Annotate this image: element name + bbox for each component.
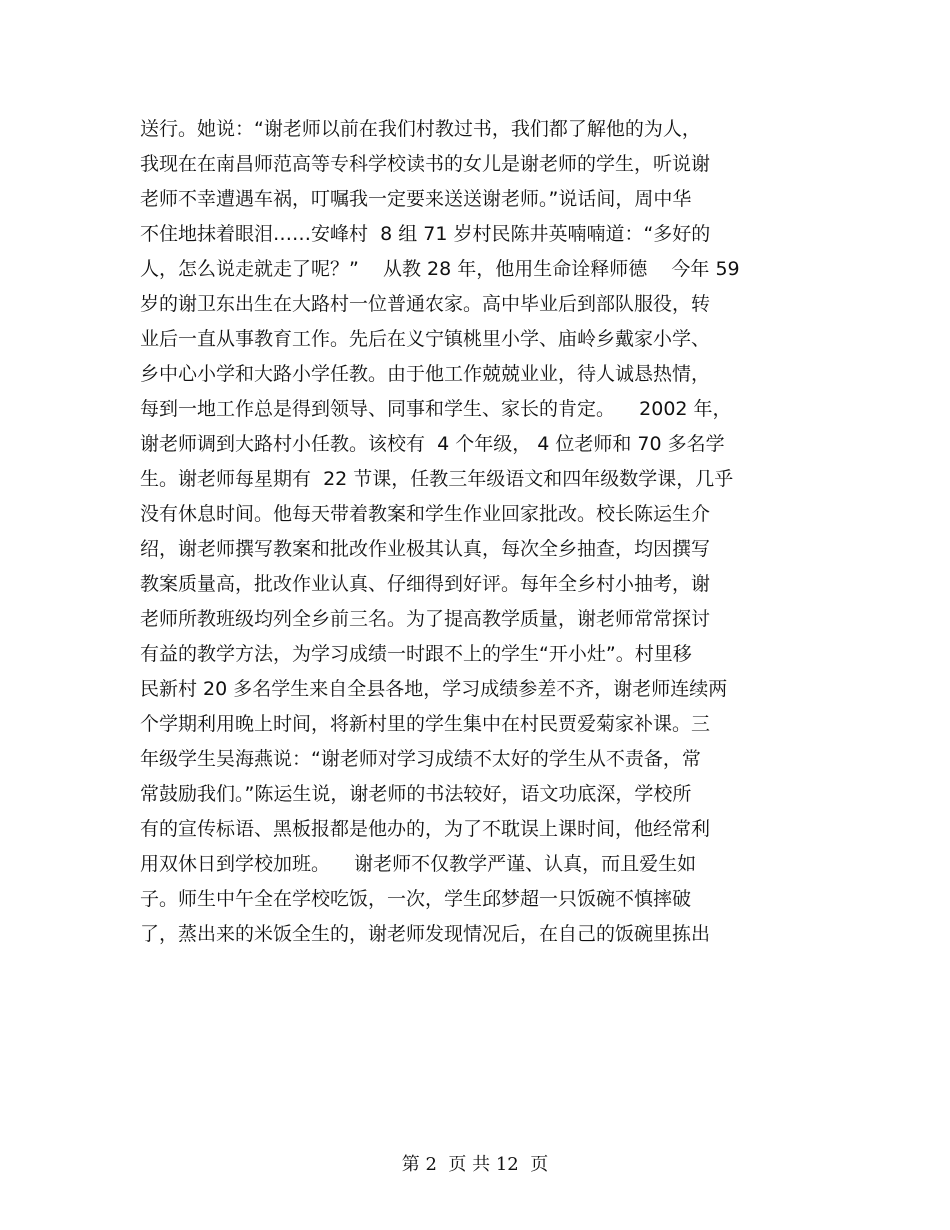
text-line: 生。谢老师每星期有 22 节课，任教三年级语文和四年级数学课，几乎 xyxy=(140,468,734,490)
text-line: 谢老师调到大路村小任教。该校有 4 个年级， 4 位老师和 70 多名学 xyxy=(140,433,725,455)
text-line: 我现在在南昌师范高等专科学校读书的女儿是谢老师的学生，听说谢 xyxy=(140,153,711,175)
text-line: 有的宣传标语、黑板报都是他办的，为了不耽误上课时间，他经常利 xyxy=(140,818,711,840)
text-line: 乡中心小学和大路小学任教。由于他工作兢兢业业，待人诚恳热情， xyxy=(140,363,711,385)
text-line: 用双休日到学校加班。 谢老师不仅教学严谨、认真，而且爱生如 xyxy=(140,853,697,875)
text-line: 人，怎么说走就走了呢？” 从教 28 年，他用生命诠释师德 今年 59 xyxy=(140,258,740,280)
text-line: 常鼓励我们。”陈运生说，谢老师的书法较好，语文功底深，学校所 xyxy=(140,783,692,805)
text-line: 有益的教学方法，为学习成绩一时跟不上的学生“开小灶”。村里移 xyxy=(140,643,692,665)
text-line: 岁的谢卫东出生在大路村一位普通农家。高中毕业后到部队服役，转 xyxy=(140,293,711,315)
text-line: 老师不幸遭遇车祸，叮嘱我一定要来送送谢老师。”说话间，周中华 xyxy=(140,188,692,210)
text-line: 年级学生吴海燕说：“谢老师对学习成绩不太好的学生从不责备，常 xyxy=(140,748,701,770)
text-line: 业后一直从事教育工作。先后在义宁镇桃里小学、庙岭乡戴家小学、 xyxy=(140,328,711,350)
text-line: 子。师生中午全在学校吃饭，一次，学生邱梦超一只饭碗不慎摔破 xyxy=(140,888,692,910)
page-footer: 第 2 页 共 12 页 xyxy=(401,1154,549,1175)
text-line: 每到一地工作总是得到领导、同事和学生、家长的肯定。 2002 年， xyxy=(140,398,732,420)
text-line: 不住地抹着眼泪……安峰村 8 组 71 岁村民陈井英喃喃道：“多好的 xyxy=(140,223,711,245)
text-line: 个学期利用晚上时间，将新村里的学生集中在村民贾爱菊家补课。三 xyxy=(140,713,711,735)
text-line: 教案质量高，批改作业认真、仔细得到好评。每年全乡村小抽考，谢 xyxy=(140,573,711,595)
text-line: 绍，谢老师撰写教案和批改作业极其认真，每次全乡抽查，均因撰写 xyxy=(140,538,711,560)
body-text xyxy=(140,112,840,952)
text-line: 民新村 20 多名学生来自全县各地，学习成绩参差不齐，谢老师连续两 xyxy=(140,678,728,700)
text-line: 了，蒸出来的米饭全生的，谢老师发现情况后，在自己的饭碗里拣出 xyxy=(140,923,711,945)
text-line: 送行。她说：“谢老师以前在我们村教过书，我们都了解他的为人， xyxy=(140,118,701,140)
text-line: 老师所教班级均列全乡前三名。为了提高教学质量，谢老师常常探讨 xyxy=(140,608,711,630)
text-line: 没有休息时间。他每天带着教案和学生作业回家批改。校长陈运生介 xyxy=(140,503,711,525)
